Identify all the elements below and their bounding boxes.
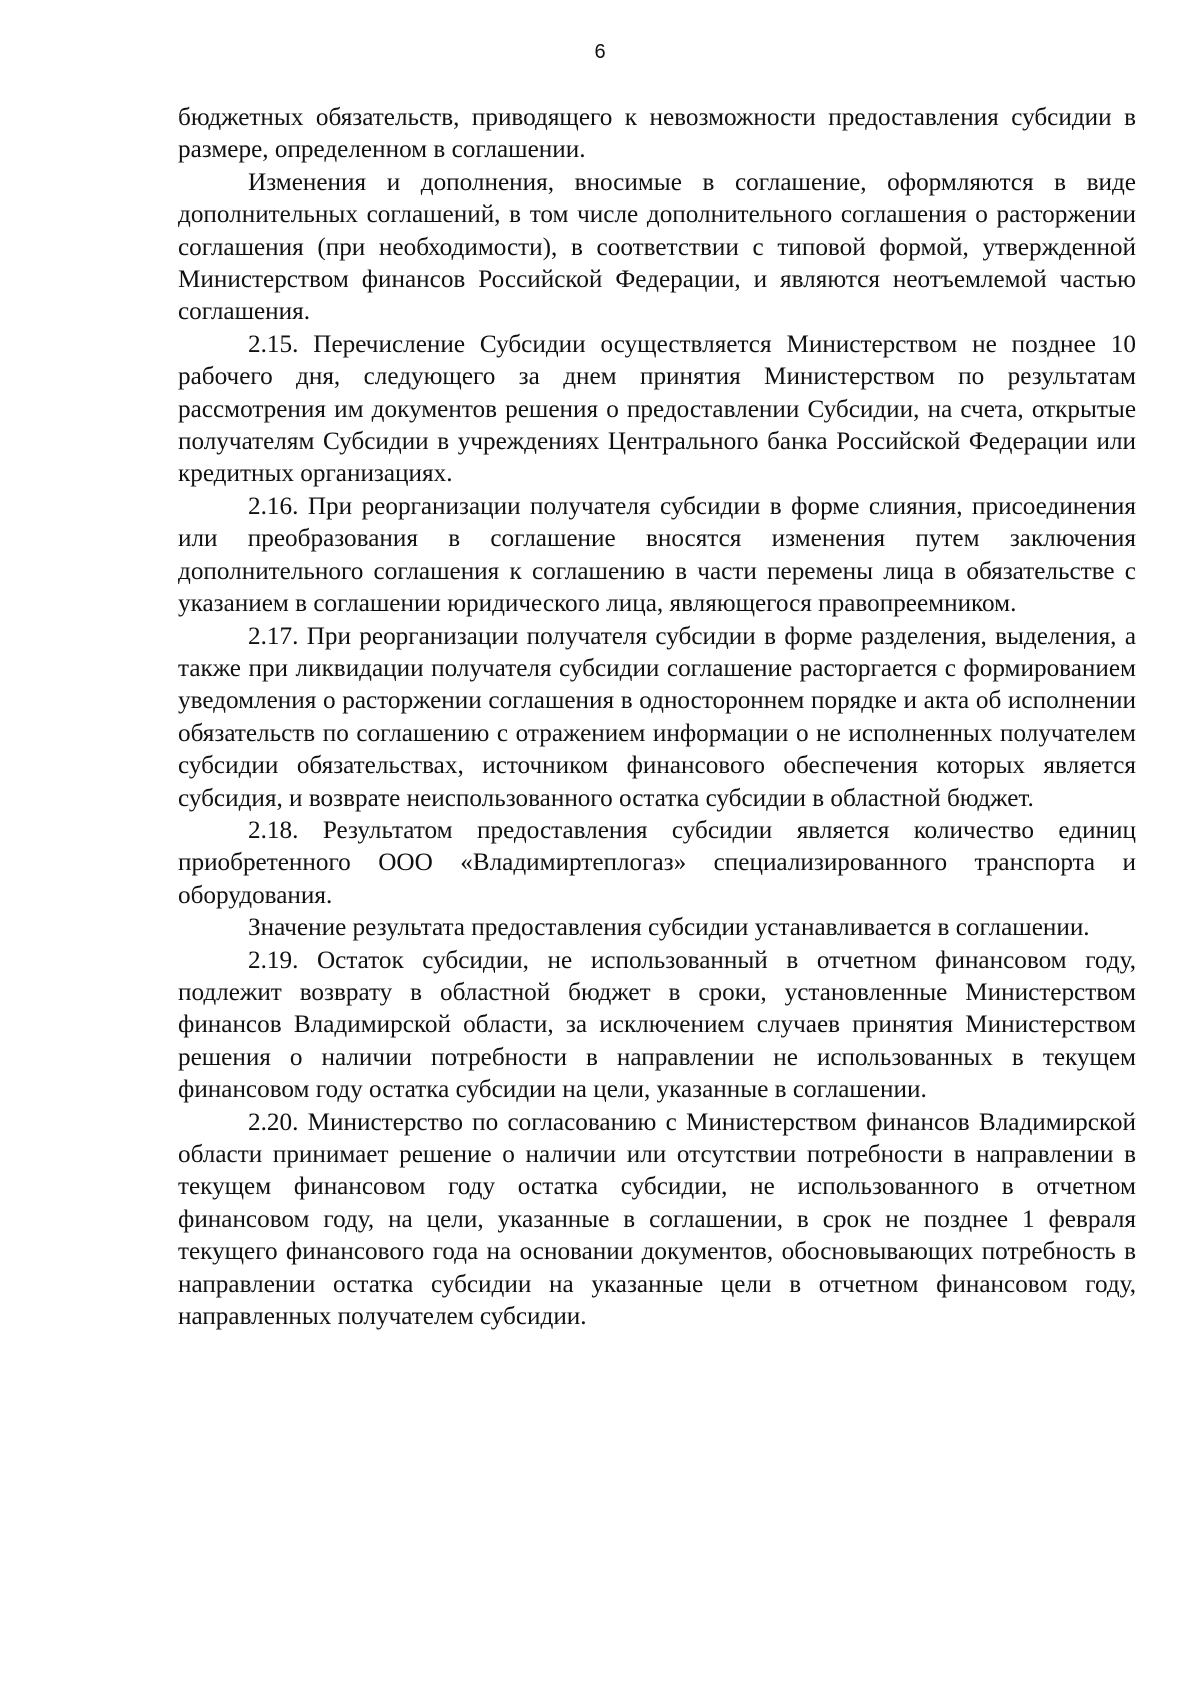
paragraph-2-16: 2.16. При реорганизации получателя субсидии в форме слияния, присоединения или преобразования в соглашение вносятся изменения путем заключения дополнительного соглашения к соглашению в части перемены лица в обязательстве с указанием в соглашении юридического лица, являющегося правопреемником. (178, 492, 1136, 618)
paragraph-2-17: 2.17. При реорганизации получателя субсидии в форме разделения, выделения, а также при ликвидации получателя субсидии соглашение расторгается с формированием уведомления о расторжении соглашения в одностороннем порядке и акта об исполнении обязательств по соглашению с отражением информации о не исполненных получателем субсидии обязательствах, источником финансового обеспечения которых является субсидия, и возврате неиспользованного остатка субсидии в областной бюджет. (178, 622, 1136, 812)
paragraph-2-19: 2.19. Остаток субсидии, не использованный в отчетном финансовом году, подлежит возврату в областной бюджет в сроки, установленные Министерством финансов Владимирской области, за исключением случаев принятия Министерством решения о наличии потребности в направлении не использованных в текущем финансовом году остатка субсидии на цели, указанные в соглашении. (178, 946, 1136, 1104)
paragraph-2-20: 2.20. Министерство по согласованию с Министерством финансов Владимирской области принимает решение о наличии или отсутствии потребности в направлении в текущем финансовом году остатка субсидии, не использованного в отчетном финансовом году, на цели, указанные в соглашении, в срок не позднее 1 февраля текущего финансового года на основании документов, обосновывающих потребность в направлении остатка субсидии на указанные цели в отчетном финансовом году, направленных получателем субсидии. (178, 1108, 1136, 1331)
paragraph-amendments: Изменения и дополнения, вносимые в соглашение, оформляются в виде дополнительных соглашений, в том числе дополнительного соглашения о расторжении соглашения (при необходимости), в соответствии с типовой формой, утвержденной Министерством финансов Российской Федерации, и являются неотъемлемой частью соглашения. (178, 168, 1136, 326)
page-number: 6 (594, 41, 606, 63)
paragraph-continuation: бюджетных обязательств, приводящего к невозможности предоставления субсидии в размере, определенном в соглашении. (178, 104, 1136, 164)
paragraph-2-15: 2.15. Перечисление Субсидии осуществляется Министерством не позднее 10 рабочего дня, следующего за днем принятия Министерством по результатам рассмотрения им документов решения о предоставлении Субсидии, на счета, открытые получателям Субсидии в учреждениях Центрального банка Российской Федерации или кредитных организациях. (178, 330, 1136, 488)
document-body (178, 102, 1136, 1333)
paragraph-result-value: Значение результата предоставления субсидии устанавливается в соглашении. (248, 914, 1090, 942)
paragraph-2-18: 2.18. Результатом предоставления субсидии является количество единиц приобретенного ООО «Владимиртеплогаз» специализированного транспорта и оборудования. (178, 816, 1136, 909)
